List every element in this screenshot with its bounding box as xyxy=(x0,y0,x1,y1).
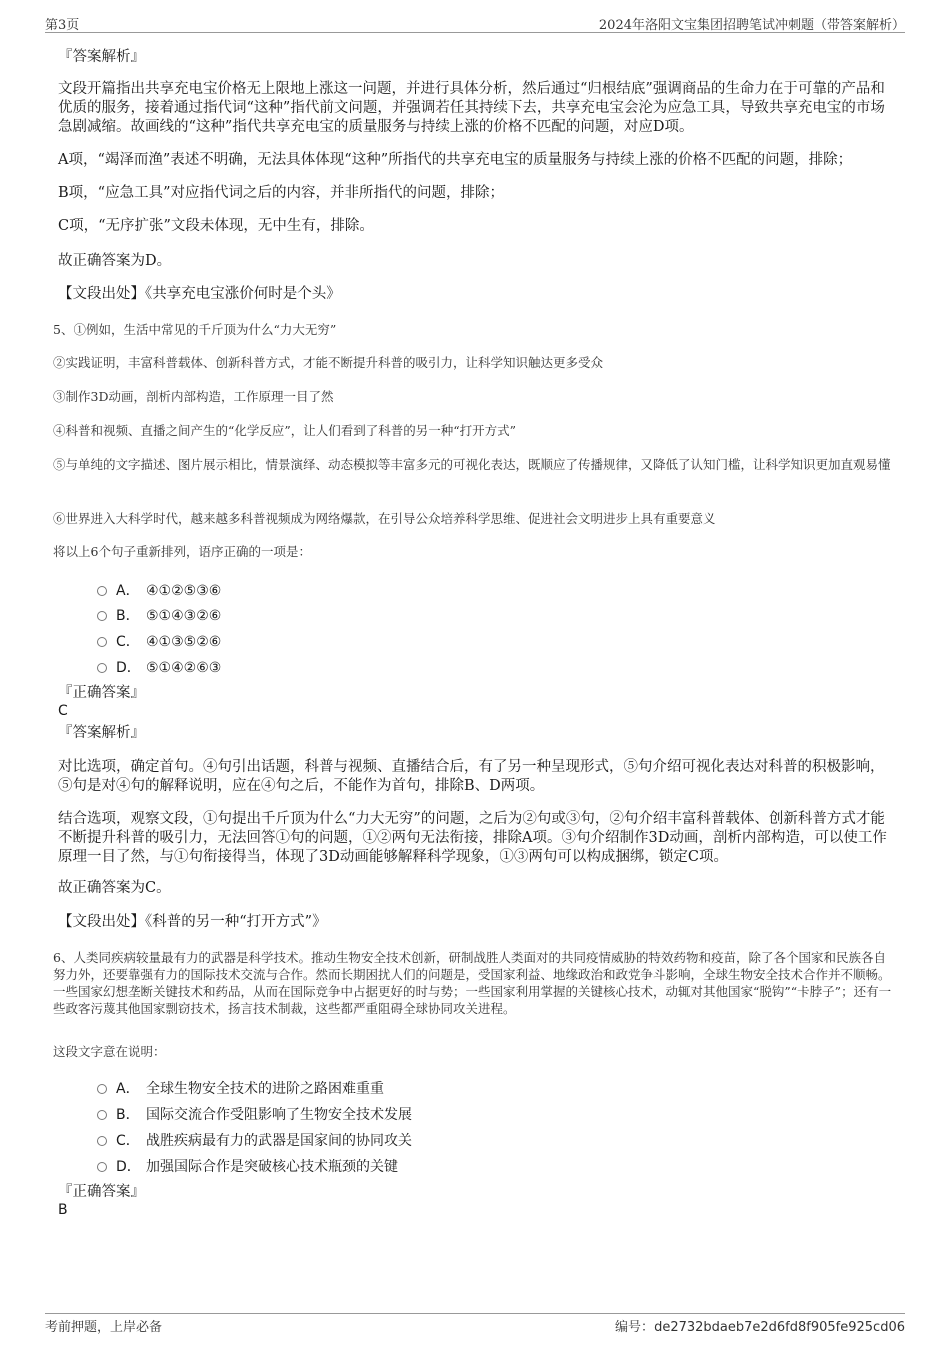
footer-slogan: 考前押题，上岸必备 xyxy=(45,1320,163,1335)
analysis-paragraph: 结合选项，观察文段，①句提出千斤顶为什么“力大无穷”的问题，之后为②句或③句，②句介绍丰富科普载体、创新科普方式才能不断提升科普的吸引力，无法回答①句的问题，①②两句无法衔接，排除A项。③句介绍制作3D动画，剖析内部构造，可以使工作原理一目了然，与①句衔接得当，体现了3D动画能够解释科学现象，①③两句可以构成捆绑，锁定C项。 xyxy=(58,811,887,865)
page-number: 第3页 xyxy=(45,18,80,33)
question-sentence: ②实践证明，丰富科普载体、创新科普方式，才能不断提升科普的吸引力，让科学知识触达更多受众 xyxy=(53,355,604,370)
radio-icon[interactable] xyxy=(97,1084,107,1094)
analysis-heading: 『答案解析』 xyxy=(58,49,145,65)
option-b[interactable]: B． 国际交流合作受阻影响了生物安全技术发展 xyxy=(97,1104,412,1124)
question-sentence: 5、①例如，生活中常见的千斤顶为什么“力大无穷” xyxy=(53,322,337,337)
analysis-paragraph: 对比选项，确定首句。④句引出话题，科普与视频、直播结合后，有了另一种呈现形式，⑤句介绍可视化表达对科普的积极影响，⑤句是对④句的解释说明，应在④句之后，不能作为首句，排除B、D两项。 xyxy=(58,759,885,794)
correct-answer: B xyxy=(58,1202,68,1218)
correct-answer-heading: 『正确答案』 xyxy=(58,685,145,701)
source-citation: 【文段出处】《共享充电宝涨价何时是个头》 xyxy=(58,286,341,302)
option-c[interactable]: C． 战胜疾病最有力的武器是国家间的协同攻关 xyxy=(97,1130,412,1150)
option-b[interactable]: B． ⑤①④③②⑥ xyxy=(97,605,221,625)
question-sentence: ④科普和视频、直播之间产生的“化学反应”，让人们看到了科普的另一种“打开方式” xyxy=(53,423,517,438)
radio-icon[interactable] xyxy=(97,586,107,596)
analysis-paragraph: 文段开篇指出共享充电宝价格无上限地上涨这一问题，并进行具体分析，然后通过“归根结底”强调商品的生命力在于可靠的产品和优质的服务，接着通过指代词“这种”指代前文问题，并强调若任其持续下去，共享充电宝会沦为应急工具，导致共享充电宝的市场急剧减缩。故画线的“这种”指代共享充电宝的质量服务与持续上涨的价格不匹配的问题，对应D项。 xyxy=(58,81,885,135)
radio-icon[interactable] xyxy=(97,637,107,647)
option-c[interactable]: C． ④①③⑤②⑥ xyxy=(97,631,221,651)
radio-icon[interactable] xyxy=(97,611,107,621)
correct-answer-heading: 『正确答案』 xyxy=(58,1184,145,1200)
correct-answer: C xyxy=(58,703,68,719)
code-value: de2732bdaeb7e2d6fd8f905fe925cd06 xyxy=(654,1320,905,1335)
option-d[interactable]: D． ⑤①④②⑥③ xyxy=(97,657,221,677)
question-sentence: ⑥世界进入大科学时代，越来越多科普视频成为网络爆款，在引导公众培养科学思维、促进社会文明进步上具有重要意义 xyxy=(53,511,716,526)
question-stem: 6、人类同疾病较量最有力的武器是科学技术。推动生物安全技术创新，研制战胜人类面对的共同疫情威胁的特效药物和疫苗，除了各个国家和民族各自努力外，还要靠强有力的国际技术交流与合作。然而长期困扰人们的问题是，受国家利益、地缘政治和政党争斗影响，全球生物安全技术合作并不顺畅。一些国家幻想垄断关键技术和药品，从而在国际竞争中占据更好的时与势；一些国家利用掌握的关键核心技术，动辄对其他国家“脱钩”“卡脖子”；还有一些政客污蔑其他国家剽窃技术，扬言技术制裁，这些都严重阻碍全球协同攻关进程。 xyxy=(53,950,892,1016)
question-sentence: ⑤与单纯的文字描述、图片展示相比，情景演绎、动态模拟等丰富多元的可视化表达，既顺应了传播规律，又降低了认知门槛，让科学知识更加直观易懂 xyxy=(53,457,891,472)
code-label: 编号： xyxy=(615,1320,655,1335)
page-footer xyxy=(45,1313,905,1336)
radio-icon[interactable] xyxy=(97,1110,107,1120)
analysis-heading: 『答案解析』 xyxy=(58,725,145,741)
document-title: 2024年洛阳文宝集团招聘笔试冲刺题（带答案解析） xyxy=(598,18,905,33)
conclusion-text: 故正确答案为D。 xyxy=(58,253,172,269)
analysis-paragraph: A项，“竭泽而渔”表述不明确，无法具体体现“这种”所指代的共享充电宝的质量服务与持续上涨的价格不匹配的问题，排除； xyxy=(58,152,853,168)
radio-icon[interactable] xyxy=(97,1162,107,1172)
analysis-paragraph: B项，“应急工具”对应指代词之后的内容，并非所指代的问题，排除； xyxy=(58,185,504,201)
option-d[interactable]: D． 加强国际合作是突破核心技术瓶颈的关键 xyxy=(97,1156,398,1176)
page-header xyxy=(45,12,905,33)
question-prompt: 将以上6个句子重新排列，语序正确的一项是： xyxy=(53,544,311,559)
question-prompt: 这段文字意在说明： xyxy=(53,1044,166,1059)
question-sentence: ③制作3D动画，剖析内部构造，工作原理一目了然 xyxy=(53,389,334,404)
option-a[interactable]: A． 全球生物安全技术的进阶之路困难重重 xyxy=(97,1078,384,1098)
source-citation: 【文段出处】《科普的另一种“打开方式”》 xyxy=(58,914,327,930)
analysis-paragraph: C项，“无序扩张”文段未体现，无中生有，排除。 xyxy=(58,218,374,234)
option-a[interactable]: A． ④①②⑤③⑥ xyxy=(97,580,221,600)
conclusion-text: 故正确答案为C。 xyxy=(58,880,171,896)
document-code xyxy=(615,1316,905,1335)
radio-icon[interactable] xyxy=(97,1136,107,1146)
radio-icon[interactable] xyxy=(97,663,107,673)
